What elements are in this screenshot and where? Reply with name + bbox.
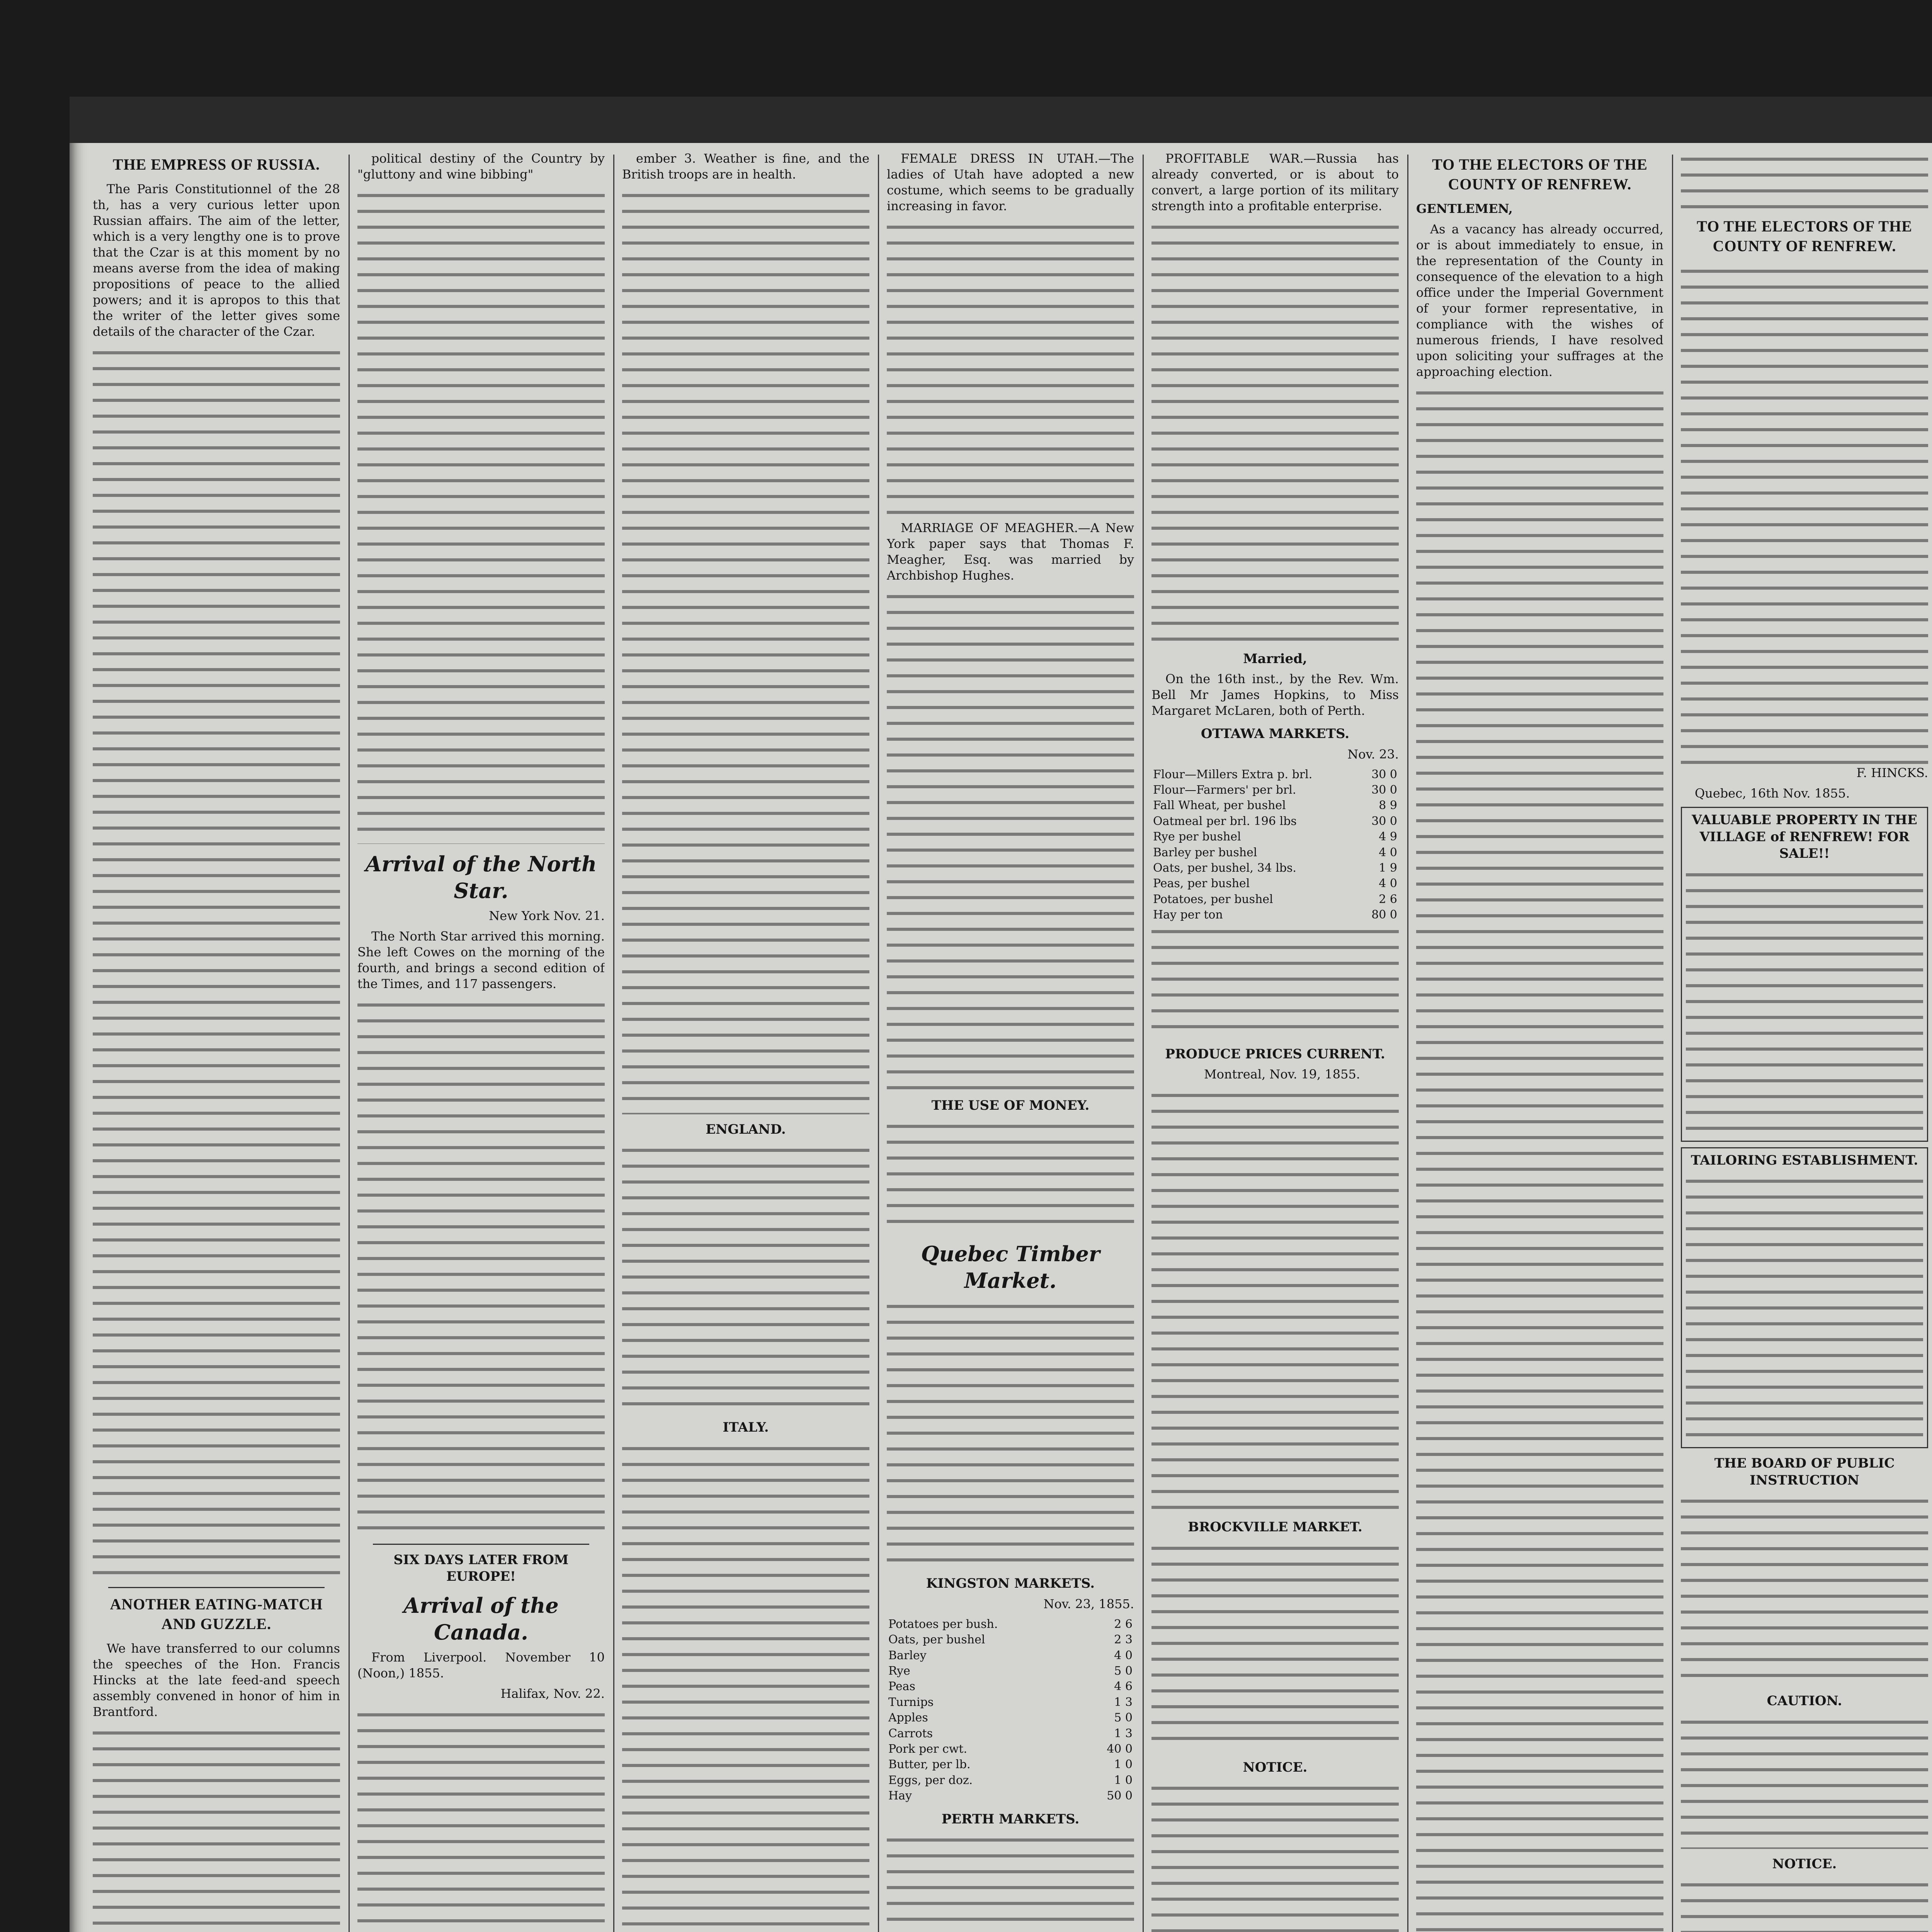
price-value: 5 0 [1114,1664,1133,1678]
price-value: 1 0 [1114,1773,1133,1787]
price-item: Oats, per bushel, 34 lbs. [1153,861,1296,875]
section-title: THE USE OF MONEY. [931,1097,1090,1113]
section-title: Quebec Timber Market. [921,1242,1100,1293]
price-value: 1 0 [1114,1758,1133,1772]
price-row [1151,892,1399,907]
price-item: Peas, per bushel [1153,877,1250,891]
price-item: Flour—Millers Extra p. brl. [1153,767,1313,781]
price-value: 1 3 [1114,1726,1133,1740]
column-6 [1416,151,1663,1932]
article-text: The Paris Constitutionnel of the 28 th, has a very curious letter upon Russian affairs. The aim of the letter, which is a very lengthy one is to prove that the Czar is at this moment by no means averse from the idea of making propositions of peace to the allied powers; and it is apropos to this that the writer of the letter gives some details of the character of the Czar. [93,182,340,339]
price-row [1151,814,1399,829]
price-row [1151,876,1399,891]
price-row [1151,829,1399,845]
price-value: 2 6 [1379,892,1397,906]
price-row [887,1663,1134,1679]
price-value: 2 3 [1114,1633,1133,1647]
price-row [887,1632,1134,1648]
column-2 [357,151,605,1932]
price-row [1151,782,1399,798]
column-rule [1143,155,1144,1932]
article-body [357,1706,605,1932]
price-item: Pork per cwt. [888,1742,967,1756]
article-text: PROFITABLE WAR.—Russia has already converted, or is about to convert, a large portion of its military strength into a profitable enterprise. [1151,151,1399,213]
price-item: Carrots [888,1726,933,1740]
column-4 [887,151,1134,1932]
article-body [357,187,605,844]
price-item: Barley [888,1648,927,1662]
price-row [887,1773,1134,1788]
notice-body [1151,1780,1399,1932]
price-value: 4 0 [1114,1648,1133,1662]
article-title: Arrival of the North Star. [365,851,597,903]
article-text: ember 3. Weather is fine, and the British troops are in health. [622,151,869,182]
dateline: Montreal, Nov. 19, 1855. [1204,1067,1360,1082]
price-item: Potatoes per bush. [888,1617,998,1631]
price-row [1151,907,1399,923]
price-value: 4 9 [1379,830,1397,844]
article-body [887,1298,1134,1568]
price-item: Oatmeal per brl. 196 lbs [1153,814,1297,828]
price-value: 50 0 [1107,1789,1133,1803]
article-text: The North Star arrived this morning. She left Cowes on the morning of the fourth, and brings a second edition of the Times, and 117 passengers. [357,929,605,991]
advert-title: TAILORING ESTABLISHMENT. [1690,1152,1918,1168]
salutation: GENTLEMEN, [1416,201,1513,216]
price-value: 5 0 [1114,1711,1133,1725]
price-value: 80 0 [1371,908,1397,922]
article-text: We have transferred to our columns the speeches of the Hon. Francis Hincks at the late feed-and speech assembly convened in honor of him in Brantford. [93,1641,340,1719]
price-value: 4 0 [1379,877,1397,891]
price-row [887,1710,1134,1726]
price-item: Rye per bushel [1153,830,1241,844]
dateline: Nov. 23, 1855. [1043,1596,1134,1611]
address-title: TO THE ELECTORS OF THE COUNTY OF RENFREW. [1697,218,1912,255]
price-value: 30 0 [1371,783,1397,797]
price-value: 4 6 [1114,1680,1133,1694]
price-row [887,1695,1134,1710]
article-body [622,187,869,1114]
price-row [887,1757,1134,1772]
advert-title: CAUTION. [1767,1693,1842,1709]
section-title: NOTICE. [1243,1759,1308,1775]
price-row [887,1617,1134,1632]
price-item: Hay [888,1789,912,1803]
article-body [357,997,605,1537]
address-body [1416,384,1663,1932]
column-rule [1407,155,1408,1932]
article-title: THE EMPRESS OF RUSSIA. [112,156,320,173]
article-body [887,1118,1134,1234]
price-item: Rye [888,1664,910,1678]
newspaper-page [70,97,1932,1932]
article-text: FEMALE DRESS IN UTAH.—The ladies of Utah have adopted a new costume, which seems to be gradually increasing in favor. [887,151,1134,213]
page-header-band [70,97,1932,143]
price-value: 2 6 [1114,1617,1133,1631]
advert-title: VALUABLE PROPERTY IN THE VILLAGE of RENFREW! FOR SALE!! [1692,812,1917,862]
column-rule [878,155,879,1932]
price-value: 4 0 [1379,845,1397,859]
column-rule [613,155,614,1932]
price-value: 30 0 [1371,767,1397,781]
section-title: PERTH MARKETS. [941,1811,1080,1827]
article-body [93,1725,340,1932]
advert-body [1686,1173,1923,1443]
price-row [1151,861,1399,876]
price-item: Eggs, per doz. [888,1773,973,1787]
advert-body [1681,1714,1928,1849]
article-body [1151,219,1399,644]
section-title: KINGSTON MARKETS. [926,1576,1095,1592]
advert-body [1681,1876,1928,1932]
dateline: New York Nov. 21. [489,908,605,923]
price-item: Flour—Farmers' per brl. [1153,783,1296,797]
price-item: Peas [888,1680,915,1694]
dateline: Quebec, 16th Nov. 1855. [1695,786,1850,801]
article-body [93,344,340,1581]
advert-body [1681,1493,1928,1686]
price-list [1151,923,1399,1039]
price-value: 8 9 [1379,799,1397,813]
article-body [622,1440,869,1932]
advert-body [1686,866,1923,1137]
article-body [887,588,1134,1090]
price-value: 40 0 [1107,1742,1133,1756]
property-advert [1681,807,1928,1142]
price-value: 1 9 [1379,861,1397,875]
kingston-price-table [887,1617,1134,1804]
price-item: Butter, per lb. [888,1758,971,1772]
advert-title: THE BOARD OF PUBLIC INSTRUCTION [1714,1456,1895,1488]
price-row [887,1679,1134,1694]
tailoring-advert [1681,1147,1928,1449]
section-title: Married, [1243,651,1307,667]
dateline: From Liverpool. November 10 (Noon,) 1855. [357,1650,605,1681]
price-list [1151,1087,1399,1512]
address-body [1681,263,1928,765]
signature: F. HINCKS. [1856,765,1928,781]
price-item: Potatoes, per bushel [1153,892,1273,906]
section-title: BROCKVILLE MARKET. [1188,1519,1362,1535]
column-3 [622,151,869,1932]
price-value: 30 0 [1371,814,1397,828]
article-title: Arrival of the Canada. [403,1593,559,1645]
column-5 [1151,151,1399,1932]
article-text: MARRIAGE OF MEAGHER.—A New York paper says that Thomas F. Meagher, Esq. was married by Archbishop Hughes. [887,520,1134,583]
price-list [887,1832,1134,1932]
article-body [622,1142,869,1412]
section-title: PRODUCE PRICES CURRENT. [1165,1046,1385,1062]
address-body [1681,151,1928,213]
address-title: TO THE ELECTORS OF THE COUNTY OF RENFREW. [1432,156,1648,193]
section-title: ITALY. [723,1420,769,1435]
article-text: political destiny of the Country by "gluttony and wine bibbing" [357,151,605,182]
dateline: Halifax, Nov. 22. [500,1686,605,1701]
price-item: Apples [888,1711,928,1725]
divider [373,1544,589,1545]
article-title: ANOTHER EATING-MATCH AND GUZZLE. [110,1595,323,1633]
marriage-notice: On the 16th inst., by the Rev. Wm. Bell Mr James Hopkins, to Miss Margaret McLaren, both of Perth. [1151,672,1399,718]
price-item: Turnips [888,1695,934,1709]
price-item: Hay per ton [1153,908,1223,922]
column-rule [1672,155,1673,1932]
divider [108,1587,325,1588]
article-title: SIX DAYS LATER FROM EUROPE! [393,1552,569,1585]
price-row [1151,767,1399,782]
price-row [887,1726,1134,1742]
dateline: Nov. 23. [1347,747,1399,762]
price-item: Oats, per bushel [888,1633,985,1647]
section-title: ENGLAND. [706,1121,786,1137]
price-row [1151,798,1399,813]
address-text: As a vacancy has already occurred, or is about immediately to ensue, in the representation of the County in consequence of the elevation to a high office under the Imperial Government of your former representative, in compliance with the wishes of numerous friends, I have resolved upon soliciting your suffrages at the approaching election. [1416,222,1663,379]
advert-title: NOTICE. [1772,1856,1837,1872]
section-title: OTTAWA MARKETS. [1201,726,1350,742]
price-item: Barley per bushel [1153,845,1257,859]
column-rule [349,155,350,1932]
price-row [887,1648,1134,1663]
column-1 [93,151,340,1932]
column-7 [1681,151,1928,1932]
price-row [887,1788,1134,1804]
price-row [887,1742,1134,1757]
price-list [1151,1540,1399,1752]
price-value: 1 3 [1114,1695,1133,1709]
price-item: Fall Wheat, per bushel [1153,799,1286,813]
price-row [1151,845,1399,861]
article-body [887,219,1134,520]
ottawa-price-table [1151,767,1399,923]
